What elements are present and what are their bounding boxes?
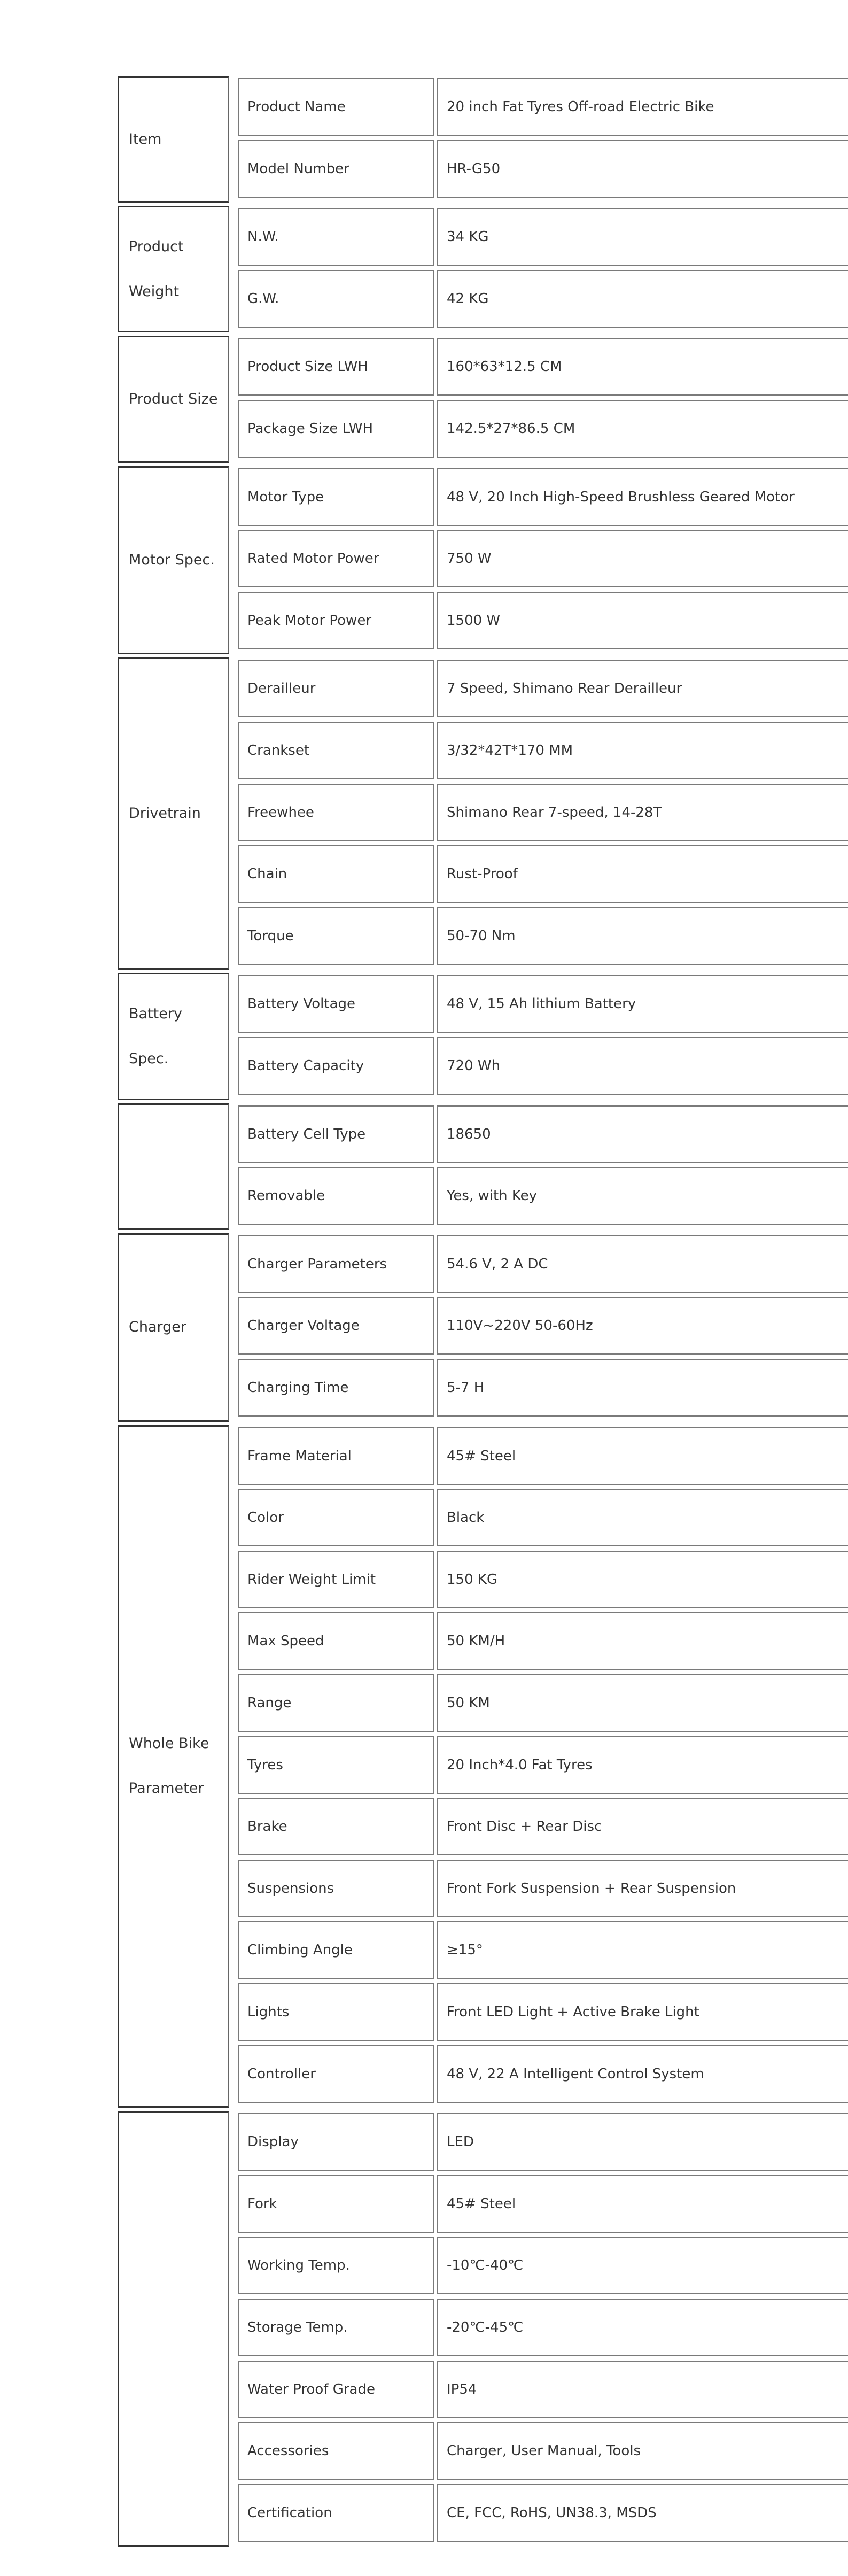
- spec-value: 48 V, 22 A Intelligent Control System: [447, 2066, 704, 2082]
- spec-value-cell: [437, 1359, 848, 1417]
- spec-name-cell: [238, 1860, 434, 1917]
- spec-value: 150 KG: [447, 1571, 498, 1588]
- spec-group: [118, 206, 848, 332]
- spec-value: -10℃-40℃: [447, 2257, 524, 2274]
- spec-value-cell: [437, 1674, 848, 1732]
- spec-value: 45# Steel: [447, 1448, 516, 1464]
- spec-value-cell: [437, 1612, 848, 1670]
- spec-value-cell: [437, 1427, 848, 1485]
- spec-name: Motor Type: [247, 489, 324, 505]
- spec-row: [238, 1736, 848, 1794]
- spec-name-cell: [238, 1921, 434, 1979]
- group-label: Drivetrain: [129, 805, 201, 822]
- spec-name: Max Speed: [247, 1633, 324, 1650]
- spec-value-cell: [437, 2237, 848, 2294]
- spec-name-cell: [238, 530, 434, 587]
- spec-name-cell: [238, 1167, 434, 1225]
- spec-value: Black: [447, 1510, 485, 1526]
- spec-table: [118, 76, 848, 2521]
- spec-name-cell: [238, 784, 434, 841]
- spec-value-cell: [437, 592, 848, 649]
- spec-value-cell: [437, 1736, 848, 1794]
- spec-name-cell: [238, 2113, 434, 2171]
- spec-value-cell: [437, 2113, 848, 2171]
- spec-name: Fork: [247, 2195, 277, 2212]
- spec-name: Working Temp.: [247, 2257, 350, 2274]
- spec-value: 7 Speed, Shimano Rear Derailleur: [447, 680, 682, 697]
- spec-row: [238, 468, 848, 526]
- spec-value-cell: [437, 1983, 848, 2041]
- spec-name-cell: [238, 2361, 434, 2418]
- spec-value-cell: [437, 2299, 848, 2356]
- spec-name-cell: [238, 1674, 434, 1732]
- spec-group: [118, 1103, 848, 1230]
- spec-value-cell: [437, 1551, 848, 1608]
- spec-value-cell: [437, 1921, 848, 1979]
- spec-row: [238, 975, 848, 1033]
- spec-name: G.W.: [247, 290, 279, 307]
- spec-row: [238, 1235, 848, 1293]
- spec-value-cell: [437, 2361, 848, 2418]
- spec-value: Front Disc + Rear Disc: [447, 1819, 602, 1835]
- spec-name: Battery Capacity: [247, 1057, 364, 1074]
- spec-value-cell: [437, 660, 848, 717]
- spec-value: Front LED Light + Active Brake Light: [447, 2003, 699, 2020]
- spec-value: Charger, User Manual, Tools: [447, 2443, 641, 2459]
- spec-value: CE, FCC, RoHS, UN38.3, MSDS: [447, 2504, 657, 2521]
- spec-value-cell: [437, 907, 848, 965]
- spec-value: 20 inch Fat Tyres Off-road Electric Bike: [447, 99, 714, 115]
- spec-name: Torque: [247, 927, 294, 944]
- spec-name: Chain: [247, 866, 287, 883]
- group-label-cell: [118, 1103, 229, 1230]
- spec-name-cell: [238, 1551, 434, 1608]
- spec-value-cell: [437, 468, 848, 526]
- spec-value: IP54: [447, 2381, 477, 2397]
- spec-row: [238, 1427, 848, 1485]
- spec-row: [238, 1551, 848, 1608]
- group-label-cell: [118, 206, 229, 332]
- spec-value: 48 V, 15 Ah lithium Battery: [447, 996, 636, 1012]
- spec-group: [118, 973, 848, 1100]
- spec-row: [238, 784, 848, 841]
- spec-value-cell: [437, 1798, 848, 1855]
- group-label: Battery Spec.: [129, 1005, 182, 1067]
- spec-name-cell: [238, 400, 434, 458]
- spec-value: 1500 W: [447, 612, 501, 629]
- group-label: Motor Spec.: [129, 551, 215, 568]
- spec-row: [238, 78, 848, 136]
- spec-name-cell: [238, 2484, 434, 2542]
- spec-row: [238, 1983, 848, 2041]
- spec-name-cell: [238, 722, 434, 779]
- spec-value: Rust-Proof: [447, 866, 518, 883]
- spec-row: [238, 1612, 848, 1670]
- spec-value: 45# Steel: [447, 2195, 516, 2212]
- spec-value: HR-G50: [447, 160, 501, 177]
- spec-name-cell: [238, 660, 434, 717]
- spec-row: [238, 400, 848, 458]
- spec-group: [118, 76, 848, 203]
- spec-name: Lights: [247, 2003, 290, 2020]
- spec-value-cell: [437, 1167, 848, 1225]
- spec-name: Charging Time: [247, 1379, 349, 1396]
- spec-name: Package Size LWH: [247, 420, 374, 437]
- spec-row: [238, 338, 848, 396]
- spec-value-cell: [437, 1297, 848, 1355]
- spec-name: Certification: [247, 2504, 332, 2521]
- group-label-cell: [118, 657, 229, 970]
- group-label: Product Weight: [129, 238, 184, 300]
- spec-value-cell: [437, 2422, 848, 2480]
- spec-name: Accessories: [247, 2443, 329, 2459]
- group-label-cell: [118, 2111, 229, 2547]
- spec-value-cell: [437, 1860, 848, 1917]
- spec-row: [238, 907, 848, 965]
- spec-name: Model Number: [247, 160, 349, 177]
- spec-value-cell: [437, 784, 848, 841]
- spec-row: [238, 1921, 848, 1979]
- spec-name-cell: [238, 140, 434, 198]
- spec-value-cell: [437, 208, 848, 266]
- spec-row: [238, 1489, 848, 1546]
- spec-value-cell: [437, 270, 848, 328]
- spec-value-cell: [437, 338, 848, 396]
- spec-name-cell: [238, 1798, 434, 1855]
- spec-name-cell: [238, 270, 434, 328]
- spec-row: [238, 1105, 848, 1163]
- spec-name: Color: [247, 1510, 284, 1526]
- spec-value: 50 KM/H: [447, 1633, 505, 1650]
- spec-value: LED: [447, 2134, 474, 2150]
- spec-group: [118, 2111, 848, 2547]
- group-label: Item: [129, 130, 162, 148]
- spec-name: Product Name: [247, 99, 346, 115]
- spec-name: Removable: [247, 1188, 325, 1204]
- spec-name-cell: [238, 592, 434, 649]
- spec-value-cell: [437, 2175, 848, 2233]
- spec-name: Battery Voltage: [247, 996, 356, 1012]
- spec-name: N.W.: [247, 229, 279, 245]
- spec-value: 720 Wh: [447, 1057, 501, 1074]
- spec-row: [238, 2299, 848, 2356]
- spec-name-cell: [238, 2299, 434, 2356]
- spec-value: Shimano Rear 7-speed, 14-28T: [447, 804, 662, 821]
- spec-name-cell: [238, 1427, 434, 1485]
- spec-value-cell: [437, 1489, 848, 1546]
- spec-name-cell: [238, 2175, 434, 2233]
- spec-row: [238, 1037, 848, 1095]
- spec-value: 18650: [447, 1126, 491, 1142]
- spec-name-cell: [238, 2237, 434, 2294]
- spec-name-cell: [238, 2422, 434, 2480]
- spec-row: [238, 1167, 848, 1225]
- spec-value: Front Fork Suspension + Rear Suspension: [447, 1880, 736, 1897]
- spec-row: [238, 2175, 848, 2233]
- spec-value-cell: [437, 1037, 848, 1095]
- spec-value-cell: [437, 2484, 848, 2542]
- spec-value: 5-7 H: [447, 1379, 485, 1396]
- spec-value: 142.5*27*86.5 CM: [447, 420, 575, 437]
- spec-row: [238, 1674, 848, 1732]
- group-label-cell: [118, 1425, 229, 2108]
- spec-name-cell: [238, 468, 434, 526]
- spec-group: [118, 336, 848, 462]
- group-label: Charger: [129, 1319, 186, 1336]
- spec-row: [238, 270, 848, 328]
- spec-name-cell: [238, 1612, 434, 1670]
- spec-row: [238, 592, 848, 649]
- spec-value: -20℃-45℃: [447, 2319, 524, 2335]
- spec-name: Rated Motor Power: [247, 551, 379, 567]
- spec-row: [238, 2361, 848, 2418]
- spec-name-cell: [238, 845, 434, 903]
- spec-name-cell: [238, 1489, 434, 1546]
- spec-name-cell: [238, 1983, 434, 2041]
- spec-name: Brake: [247, 1819, 287, 1835]
- spec-row: [238, 208, 848, 266]
- spec-name: Controller: [247, 2066, 316, 2082]
- spec-row: [238, 2422, 848, 2480]
- spec-value: 3/32*42T*170 MM: [447, 742, 573, 759]
- spec-name: Display: [247, 2134, 299, 2150]
- spec-name-cell: [238, 1297, 434, 1355]
- spec-name-cell: [238, 975, 434, 1033]
- spec-row: [238, 2237, 848, 2294]
- spec-value: Yes, with Key: [447, 1188, 538, 1204]
- spec-row: [238, 1359, 848, 1417]
- spec-name: Peak Motor Power: [247, 612, 372, 629]
- spec-value: 110V~220V 50-60Hz: [447, 1318, 593, 1334]
- spec-row: [238, 2113, 848, 2171]
- spec-name: Frame Material: [247, 1448, 352, 1464]
- spec-name: Crankset: [247, 742, 310, 759]
- spec-value: 160*63*12.5 CM: [447, 359, 562, 375]
- spec-name-cell: [238, 1736, 434, 1794]
- spec-value: 750 W: [447, 551, 492, 567]
- spec-value: 50-70 Nm: [447, 927, 516, 944]
- spec-value-cell: [437, 975, 848, 1033]
- spec-row: [238, 1297, 848, 1355]
- spec-name: Tyres: [247, 1757, 283, 1773]
- group-label: Product Size: [129, 390, 218, 407]
- spec-name-cell: [238, 2045, 434, 2103]
- spec-value: 48 V, 20 Inch High-Speed Brushless Geared Motor: [447, 489, 795, 505]
- spec-value-cell: [437, 2045, 848, 2103]
- spec-value-cell: [437, 1235, 848, 1293]
- spec-name-cell: [238, 208, 434, 266]
- spec-row: [238, 1860, 848, 1917]
- group-label: Whole Bike Parameter: [129, 1735, 209, 1797]
- spec-value: 50 KM: [447, 1695, 490, 1711]
- group-label-cell: [118, 76, 229, 203]
- spec-name-cell: [238, 907, 434, 965]
- spec-name-cell: [238, 1105, 434, 1163]
- group-label-cell: [118, 466, 229, 655]
- spec-name: Storage Temp.: [247, 2319, 348, 2335]
- spec-name: Derailleur: [247, 680, 316, 697]
- spec-row: [238, 722, 848, 779]
- spec-group: [118, 657, 848, 970]
- spec-value-cell: [437, 530, 848, 587]
- spec-group: [118, 466, 848, 655]
- spec-group: [118, 1425, 848, 2108]
- spec-value: 42 KG: [447, 290, 489, 307]
- spec-value: 34 KG: [447, 229, 489, 245]
- spec-value-cell: [437, 400, 848, 458]
- group-label-cell: [118, 973, 229, 1100]
- spec-name: Water Proof Grade: [247, 2381, 375, 2397]
- spec-name: Battery Cell Type: [247, 1126, 366, 1142]
- spec-name: Charger Voltage: [247, 1318, 360, 1334]
- spec-row: [238, 2045, 848, 2103]
- spec-value-cell: [437, 78, 848, 136]
- spec-row: [238, 660, 848, 717]
- spec-value: ≥15°: [447, 1942, 483, 1959]
- spec-value-cell: [437, 845, 848, 903]
- spec-name: Climbing Angle: [247, 1942, 353, 1959]
- spec-row: [238, 845, 848, 903]
- spec-value-cell: [437, 722, 848, 779]
- spec-name-cell: [238, 78, 434, 136]
- spec-name-cell: [238, 1037, 434, 1095]
- spec-value-cell: [437, 140, 848, 198]
- spec-value-cell: [437, 1105, 848, 1163]
- spec-row: [238, 2484, 848, 2542]
- spec-name: Freewhee: [247, 804, 314, 821]
- spec-group: [118, 1233, 848, 1422]
- spec-name: Suspensions: [247, 1880, 334, 1897]
- spec-name: Product Size LWH: [247, 359, 368, 375]
- spec-name: Charger Parameters: [247, 1256, 387, 1272]
- group-label-cell: [118, 336, 229, 462]
- group-label-cell: [118, 1233, 229, 1422]
- spec-name-cell: [238, 1235, 434, 1293]
- spec-name: Rider Weight Limit: [247, 1571, 376, 1588]
- spec-name-cell: [238, 1359, 434, 1417]
- spec-name: Range: [247, 1695, 292, 1711]
- spec-value: 20 Inch*4.0 Fat Tyres: [447, 1757, 593, 1773]
- spec-value: 54.6 V, 2 A DC: [447, 1256, 548, 1272]
- spec-row: [238, 140, 848, 198]
- spec-row: [238, 530, 848, 587]
- spec-name-cell: [238, 338, 434, 396]
- spec-row: [238, 1798, 848, 1855]
